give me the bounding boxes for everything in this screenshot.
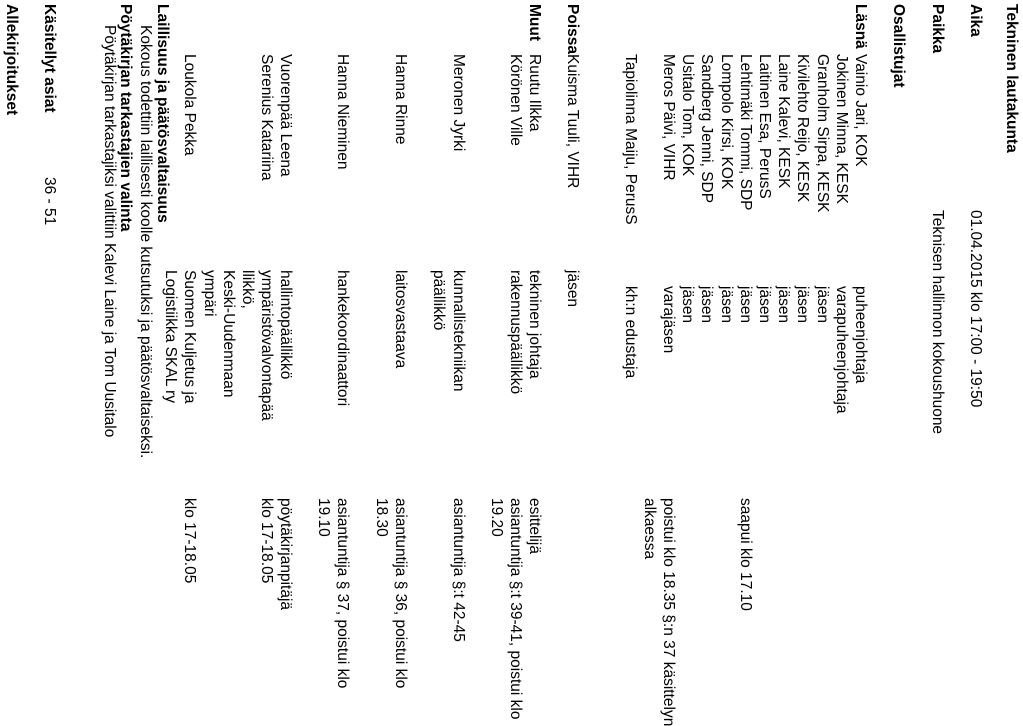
other-attendee-note: asiantuntija §:t 42-45	[450, 498, 467, 642]
other-attendee-role: Logistiikka SKAL ry	[162, 270, 179, 403]
attendee-name: Vainio Jari, KOK	[852, 54, 869, 167]
other-attendee-note: esittelijä	[526, 498, 543, 554]
attendee-name: Jokinen Minna, KESK	[832, 54, 850, 204]
other-attendee-note: 19.20	[488, 498, 505, 537]
other-attendee-name: Vuorenpää Leena	[277, 54, 294, 177]
attendee-role: jäsen	[813, 286, 831, 324]
osallistujat-heading: Osallistujat	[890, 4, 907, 88]
laillisuus-text: Kokous todettiin laillisesti koolle kutsutuksi ja päätösvaltaiseksi.	[137, 25, 154, 459]
aika-label: Aika	[967, 4, 984, 37]
laillisuus-heading: Laillisuus ja päätösvaltaisuus	[154, 4, 171, 223]
other-attendee-note: asiantuntija § 36, poistui klo	[392, 498, 409, 689]
other-attendee-role: kunnallistekniikan	[450, 270, 467, 392]
attendee-role: jäsen	[775, 286, 793, 324]
other-attendee-role: rakennuspäällikkö	[507, 270, 524, 395]
other-attendee-note: asiantuntija §:t 39-41, poistui klo	[507, 498, 524, 720]
tarkastajat-heading: Pöytäkirjan tarkastajien valinta	[117, 4, 134, 232]
attendee-name: Usitalo Tom, KOK	[679, 54, 697, 177]
attendee-role: varajäsen	[660, 286, 677, 354]
attendee-note: saapui klo 17.10	[736, 498, 754, 611]
absent-role: jäsen	[564, 270, 581, 308]
kasitellyt-label: Käsitellyt asiat	[41, 4, 58, 113]
other-attendee-role: hallintopäällikkö	[277, 270, 294, 380]
other-attendee-role: ympäristövalvontapää	[258, 270, 275, 421]
other-attendee-name: Körönen Ville	[507, 54, 524, 146]
other-attendee-name: Ruutu Ilkka	[526, 54, 543, 132]
aika-value: 01.04.2015 klo 17:00 - 19:50	[967, 210, 984, 408]
attendee-name: Kivilehto Reijo, KESK	[794, 54, 812, 203]
other-attendee-role: laitosvastaava	[392, 270, 409, 369]
attendee-role: jäsen	[698, 286, 716, 324]
other-attendee-role: llikkö,	[239, 270, 256, 309]
other-attendee-role: tekninen johtaja	[526, 270, 543, 379]
attendee-role: jäsen	[679, 286, 697, 324]
other-attendee-role: hankekoordinaattori	[334, 270, 351, 407]
lasna-label: Läsnä	[852, 4, 869, 49]
poissa-label: Poissa	[564, 4, 581, 54]
attendee-note: alkaessa	[640, 498, 658, 560]
document-title: Tekninen lautakunta	[1003, 4, 1020, 153]
attendee-name: Lompolo Kirsi, KOK	[717, 54, 735, 190]
attendee-name: Lehtimäki Tommi, SDP	[736, 54, 754, 211]
attendee-name: Sandberg Jenni, SDP	[698, 54, 716, 204]
attendee-role: puheenjohtaja	[852, 286, 869, 384]
allekirjoitukset-heading: Allekirjoitukset	[3, 4, 20, 116]
other-attendee-note: pöytäkirjanpitäjä	[277, 498, 294, 611]
kasitellyt-value: 36 - 51	[41, 177, 58, 226]
other-attendee-name: Meronen Jyrki	[450, 54, 467, 152]
other-attendee-name: Loukola Pekka	[181, 54, 198, 156]
other-attendee-name: Hanna Rinne	[392, 54, 409, 145]
attendee-role: jäsen	[736, 286, 754, 324]
attendee-name: Tapiolinna Maiju, PerusS	[622, 54, 639, 225]
attendee-name: Granholm Sirpa, KESK	[813, 54, 831, 213]
other-attendee-note: klo 17-18.05	[181, 498, 198, 584]
attendee-role: varapuheenjohtaja	[832, 286, 850, 414]
absent-name: Kuisma Tuuli, VIHR	[564, 54, 581, 189]
attendee-name: Laine Kalevi, KESK	[775, 54, 793, 189]
tarkastajat-text: Pöytäkirjan tarkastajiksi valittiin Kalevi Laine ja Tom Uusitalo	[101, 25, 118, 438]
attendee-role: jäsen	[756, 286, 773, 324]
paikka-value: Teknisen hallinnon kokoushuone	[929, 210, 946, 435]
muut-label: Muut	[526, 4, 543, 42]
attendee-role: jäsen	[794, 286, 812, 324]
attendee-role: jäsen	[717, 286, 735, 324]
other-attendee-name: Serenius Katariina	[258, 54, 275, 181]
paikka-label: Paikka	[929, 4, 946, 54]
attendee-role: kh:n edustaja	[622, 286, 639, 379]
other-attendee-role: Suomen Kuljetus ja	[181, 270, 198, 404]
other-attendee-note: 18.30	[373, 498, 390, 537]
other-attendee-note: asiantuntija § 37, poistui klo	[334, 498, 351, 689]
attendee-note: poistui klo 18.35 §:n 37 käsittelyn	[660, 498, 677, 726]
other-attendee-note: 19.10	[315, 498, 332, 537]
other-attendee-role: ympäri	[201, 270, 218, 317]
attendee-name: Meros Päivi, VIHR	[660, 54, 677, 181]
other-attendee-name: Hanna Nieminen	[334, 54, 351, 170]
other-attendee-role: Keski-Uudenmaan	[220, 270, 237, 398]
attendee-name: Laitinen Esa, PerusS	[756, 54, 773, 199]
other-attendee-role: päällikkö	[430, 270, 447, 331]
other-attendee-note: klo 17-18.05	[258, 498, 275, 584]
